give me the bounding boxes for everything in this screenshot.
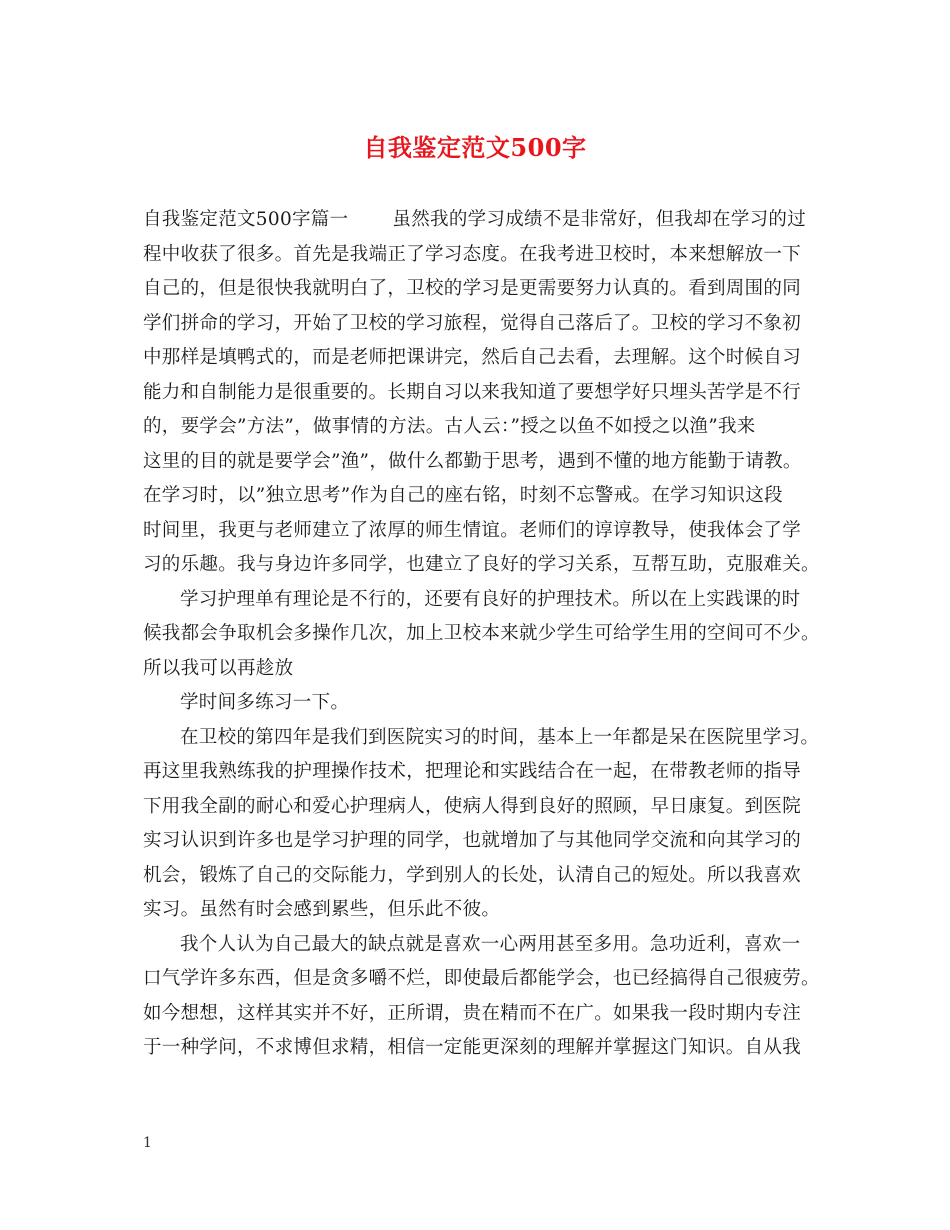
- text-line: 中那样是填鸭式的，而是老师把课讲完，然后自己去看，去理解。这个时候自习: [143, 347, 802, 368]
- text-line: 于一种学问，不求博但求精，相信一定能更深刻的理解并掌握这门知识。自从我: [143, 1037, 802, 1058]
- text-line: 这里的目的就是要学会”渔”，做什么都勤于思考，遇到不懂的地方能勤于请教。: [143, 450, 802, 472]
- first-line-text: 虽然我的学习成绩不是非常好，但我却在学习的过: [392, 209, 807, 230]
- text-line: 机会，锻炼了自己的交际能力，学到别人的长处，认清自己的短处。所以我喜欢: [143, 864, 802, 886]
- text-line: 时间里，我更与老师建立了浓厚的师生情谊。老师们的谆谆教导，使我体会了学: [143, 519, 802, 541]
- text-line: 习的乐趣。我与身边许多同学，也建立了良好的学习关系，互帮互助，克服难关。: [143, 554, 820, 575]
- text-line: 在学习时，以”独立思考”作为自己的座右铭，时刻不忘警戒。在学习知识这段: [143, 485, 783, 506]
- text-line: 所以我可以再趁放: [143, 657, 294, 679]
- first-line: [143, 203, 818, 238]
- page-number: 1: [143, 1135, 152, 1151]
- text-line: 实习认识到许多也是学习护理的同学，也就增加了与其他同学交流和向其学习的: [143, 830, 802, 851]
- text-line: 程中收获了很多。首先是我端正了学习态度。在我考进卫校时，本来想解放一下: [143, 243, 802, 265]
- text-line: 自己的，但是很快我就明白了，卫校的学习是更需要努力认真的。看到周围的同: [143, 278, 802, 299]
- text-line: 我个人认为自己最大的缺点就是喜欢一心两用甚至多用。急功近利，喜欢一: [180, 933, 801, 955]
- text-line: 在卫校的第四年是我们到医院实习的时间，基本上一年都是呆在医院里学习。: [180, 726, 820, 748]
- text-line: 候我都会争取机会多操作几次，加上卫校本来就少学生可给学生用的空间可不少。: [143, 623, 820, 644]
- document-title: 自我鉴定范文500字: [363, 133, 587, 162]
- document-body: [143, 203, 818, 1066]
- text-line: 学习护理单有理论是不行的，还要有良好的护理技术。所以在上实践课的时: [180, 588, 801, 610]
- text-line: 如今想想，这样其实并不好，正所谓，贵在精而不在广。如果我一段时期内专注: [143, 1002, 802, 1024]
- paragraph-lines: [143, 238, 818, 1066]
- text-line: 再这里我熟练我的护理操作技术，把理论和实践结合在一起，在带教老师的指导: [143, 761, 802, 782]
- text-line: 能力和自制能力是很重要的。长期自习以来我知道了要想学好只埋头苦学是不行: [143, 381, 802, 403]
- text-line: 下用我全副的耐心和爱心护理病人，使病人得到良好的照顾，早日康复。到医院: [143, 795, 802, 817]
- text-line: 的，要学会”方法”，做事情的方法。古人云：”授之以鱼不如授之以渔”我来: [143, 416, 756, 437]
- section-heading: 自我鉴定范文500字篇一: [143, 209, 349, 230]
- text-line: 学时间多练习一下。: [180, 692, 350, 713]
- text-line: 口气学许多东西，但是贪多嚼不烂，即使最后都能学会，也已经搞得自己很疲劳。: [143, 968, 820, 989]
- text-line: 实习。虽然有时会感到累些，但乐此不彼。: [143, 899, 501, 920]
- text-line: 学们拼命的学习，开始了卫校的学习旅程，觉得自己落后了。卫校的学习不象初: [143, 312, 802, 334]
